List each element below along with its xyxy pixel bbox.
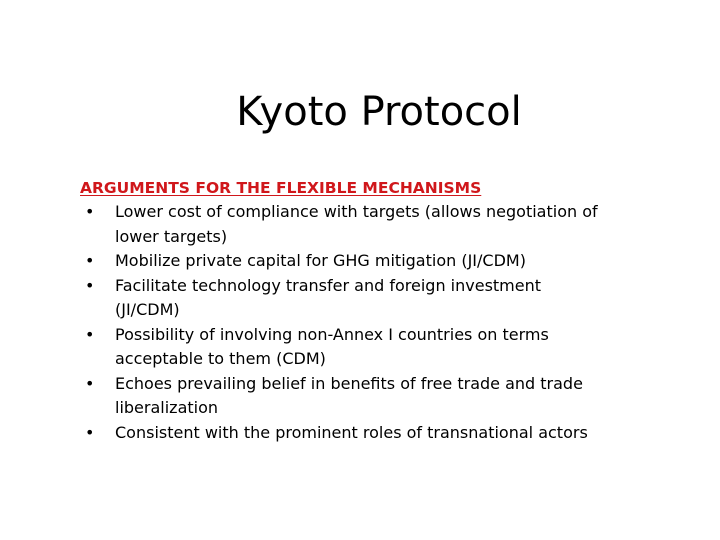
bullet-text-line: liberalization <box>115 398 219 417</box>
bullet-text-line: Consistent with the prominent roles of transnational actors <box>115 422 588 442</box>
bullet-icon: • <box>85 373 95 393</box>
bullet-text-line: Mobilize private capital for GHG mitigation (JI/CDM) <box>115 251 526 270</box>
bullet-icon: • <box>85 251 95 270</box>
bullet-item <box>80 323 680 372</box>
bullet-item <box>80 200 680 249</box>
bullet-text-line: Echoes prevailing belief in benefits of free trade and trade <box>115 373 583 393</box>
bullet-icon: • <box>85 202 95 221</box>
bullet-icon: • <box>85 422 95 442</box>
bullet-list <box>80 200 680 445</box>
bullet-item <box>80 421 680 446</box>
bullet-item <box>80 372 680 421</box>
section-heading: ARGUMENTS FOR THE FLEXIBLE MECHANISMS <box>80 179 482 197</box>
slide-title: Kyoto Protocol <box>236 89 522 135</box>
bullet-item <box>80 274 680 323</box>
bullet-text-line: acceptable to them (CDM) <box>115 349 326 368</box>
bullet-text-line: Lower cost of compliance with targets (allows negotiation of <box>115 202 598 221</box>
bullet-icon: • <box>85 275 95 295</box>
bullet-text-line: Facilitate technology transfer and foreign investment <box>115 275 542 295</box>
slide-content <box>80 176 680 445</box>
bullet-text-line: (JI/CDM) <box>115 300 180 319</box>
bullet-text-line: lower targets) <box>115 226 228 246</box>
bullet-item <box>80 249 680 274</box>
bullet-text-line: Possibility of involving non-Annex I countries on terms <box>115 324 549 344</box>
bullet-icon: • <box>85 324 95 344</box>
